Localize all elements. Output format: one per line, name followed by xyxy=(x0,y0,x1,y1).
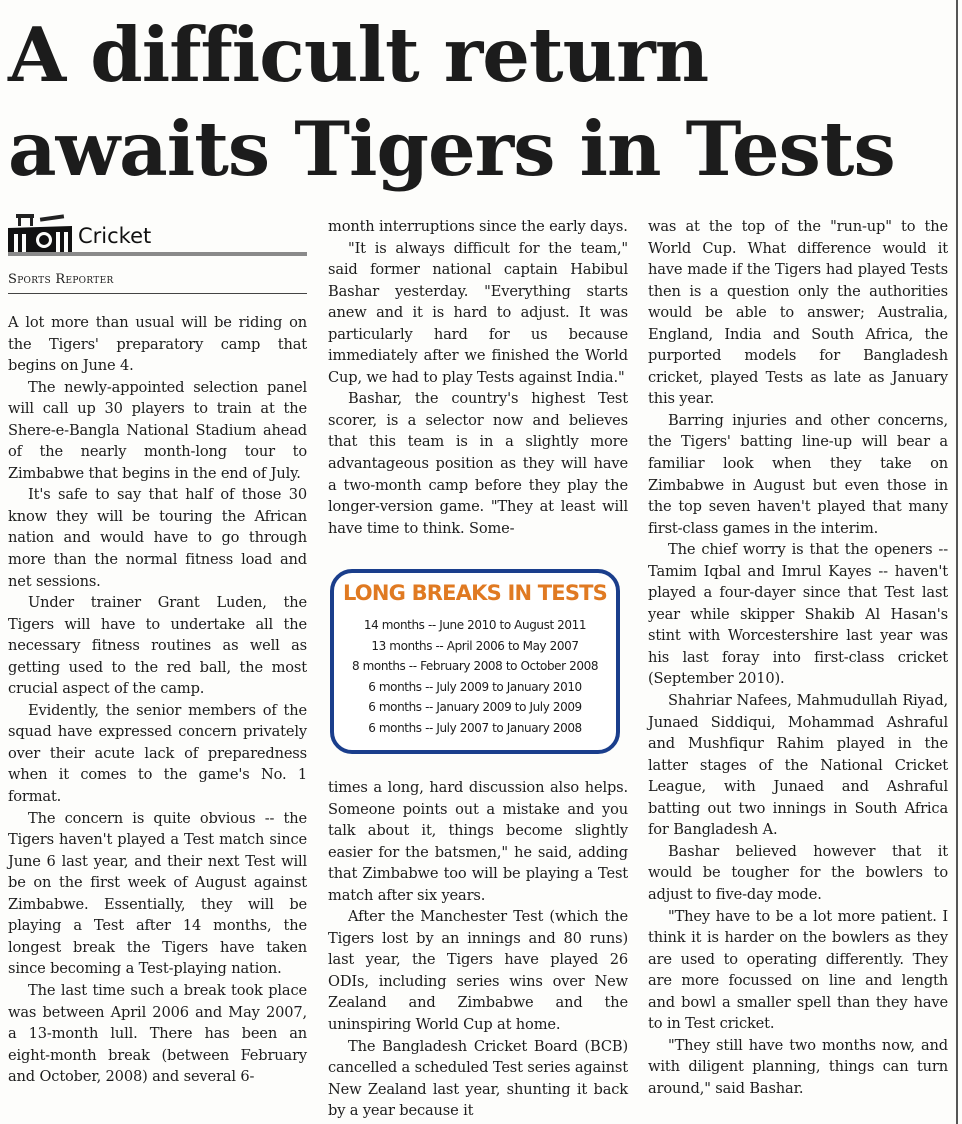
paragraph: A lot more than usual will be riding on the Tigers' preparatory camp that begins on June 4. xyxy=(8,314,307,375)
paragraph: Shahriar Nafees, Mahmudullah Riyad, Junaed Siddiqui, Mohammad Ashraful and Mushfiqur Rahim played in the latter stages of the National Cricket League, with Junaed and Ashraful batting out two innings in South Africa for Bangladesh A. xyxy=(648,692,948,839)
paragraph: The last time such a break took place was between April 2006 and May 2007, a 13-month lull. There has been an eight-month break (between February and October, 2008) and several 6- xyxy=(8,981,307,1086)
paragraph: It's safe to say that half of those 30 know they will be touring the African nation and would have to go through more than the normal fitness load and net sessions. xyxy=(8,486,307,590)
factbox-title: LONG BREAKS IN TESTS xyxy=(342,581,608,605)
paragraph: month interruptions since the early days. xyxy=(328,218,628,235)
paragraph: After the Manchester Test (which the Tigers lost by an innings and 80 runs) last year, the Tigers have played 26 ODIs, including series wins over New Zealand and Zimbabwe and the uninspiring World Cup at home. xyxy=(328,908,628,1034)
factbox-item: 8 months -- February 2008 to October 2008 xyxy=(351,659,599,673)
article-column-2-top xyxy=(328,216,628,539)
paragraph: "They have to be a lot more patient. I think it is harder on the bowlers as they are used to operating differently. They are more focussed on line and length and bowl a smaller spell than they have to in Test cricket. xyxy=(648,907,948,1033)
paragraph: Bashar, the country's highest Test scorer, is a selector now and believes that this team is in a slightly more advantageous position as they will have a two-month camp before they play the longer-version game. "They at least will have time to think. Some- xyxy=(328,390,628,537)
factbox-item: 6 months -- July 2009 to January 2010 xyxy=(368,679,582,694)
paragraph: times a long, hard discussion also helps. Someone points out a mistake and you talk about it, things become slightly easier for the batsmen," he said, adding that Zimbabwe too will be playing a Test match after six years. xyxy=(328,779,628,904)
paragraph: Under trainer Grant Luden, the Tigers will have to undertake all the necessary fitness routines as well as getting used to the red ball, the most crucial aspect of the camp. xyxy=(8,594,307,698)
column-rule xyxy=(956,0,958,1124)
paragraph: Barring injuries and other concerns, the Tigers' batting line-up will bear a familiar look when they take on Zimbabwe in August but even those in the top seven haven't played that many first-class games in the interim. xyxy=(648,411,948,537)
section-divider xyxy=(8,252,307,256)
paragraph: was at the top of the "run-up" to the World Cup. What difference would it have made if the Tigers had played Tests then is a question only the authorities would be able to answer; Australia, England, India and South Africa, the purported models for Bangladesh cricket, played Tests as late as January this year. xyxy=(648,218,948,408)
paragraph: "It is always difficult for the team," said former national captain Habibul Bashar yesterday. "Everything starts anew and it is hard to adjust. It was particularly hard for us because immediately after we finished the World Cup, we had to play Tests against India." xyxy=(328,239,628,386)
article-column-3 xyxy=(648,216,948,1099)
factbox-item: 6 months -- January 2009 to July 2009 xyxy=(368,700,582,714)
paragraph: "They still have two months now, and with diligent planning, things can turn around," said Bashar. xyxy=(648,1036,948,1097)
factbox-list xyxy=(334,615,616,738)
byline: Sports Reporter xyxy=(8,272,307,294)
factbox xyxy=(330,569,620,754)
cricket-bat-ball-icon xyxy=(8,214,74,252)
paragraph: Evidently, the senior members of the squad have expressed concern privately over their acute lack of preparedness when it comes to the game's No. 1 format. xyxy=(8,701,307,806)
paragraph: The Bangladesh Cricket Board (BCB) cancelled a scheduled Test series against New Zealand last year, shunting it back by a year because it xyxy=(328,1037,628,1120)
section-kicker xyxy=(8,214,307,258)
factbox-item: 13 months -- April 2006 to May 2007 xyxy=(371,638,579,653)
headline: A difficult return awaits Tigers in Tests xyxy=(8,11,895,193)
article-column-1 xyxy=(8,312,307,1088)
article-column-2-bottom xyxy=(328,777,628,1122)
paragraph: The concern is quite obvious -- the Tigers haven't played a Test match since June 6 last year, and their next Test will be on the first week of August against Zimbabwe. Essentially, they will be playing a Test after 14 months, the longest break the Tigers have taken since becoming a Test-playing nation. xyxy=(8,809,307,978)
factbox-item: 14 months -- June 2010 to August 2011 xyxy=(363,618,587,632)
paragraph: Bashar believed however that it would be tougher for the bowlers to adjust to five-day mode. xyxy=(648,842,948,903)
section-label: Cricket xyxy=(78,224,152,248)
paragraph: The newly-appointed selection panel will call up 30 players to train at the Shere-e-Bangla National Stadium ahead of the nearly month-long tour to Zimbabwe that begins in the end of July. xyxy=(8,378,307,482)
paragraph: The chief worry is that the openers -- Tamim Iqbal and Imrul Kayes -- haven't played a four-dayer since that Test last year while skipper Shakib Al Hasan's stint with Worcestershire last year was his last foray into first-class cricket (September 2010). xyxy=(648,541,948,688)
factbox-item: 6 months -- July 2007 to January 2008 xyxy=(368,720,582,735)
